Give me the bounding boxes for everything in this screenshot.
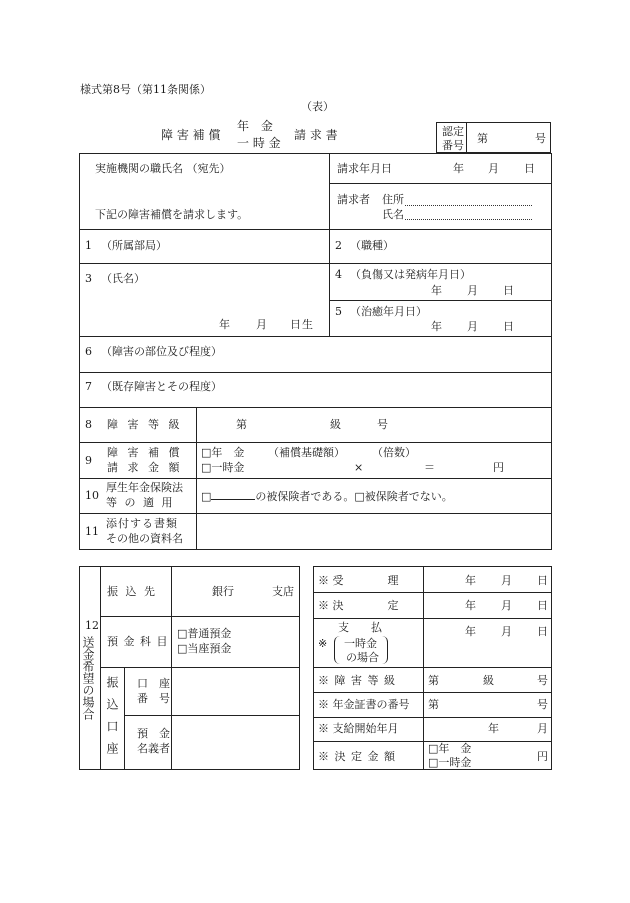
cert-divider — [466, 122, 467, 153]
payment-label: 支 払 — [338, 621, 382, 634]
cert-label-1: 認定 — [442, 125, 464, 138]
addressee-label: 実施機関の職氏名 （宛先） — [95, 162, 231, 175]
injury-day: 日 — [503, 284, 514, 297]
decided-amount-label: ※ 決 定 金 額 — [318, 750, 396, 763]
claimant-name-field[interactable] — [405, 219, 532, 220]
row8-number: 8 — [85, 418, 92, 431]
rule — [79, 229, 552, 230]
request-date-year: 年 — [453, 162, 464, 175]
row5-label: （治癒年月日） — [350, 305, 427, 318]
cert-dai: 第 — [477, 132, 488, 145]
payment-sub-2: の場合 — [346, 651, 379, 664]
decision-year: 年 — [465, 599, 476, 612]
row4-number: 4 — [335, 268, 342, 281]
birth-month: 月 — [256, 318, 267, 331]
receipt-day: 日 — [537, 574, 548, 587]
cure-day: 日 — [503, 320, 514, 333]
rule — [313, 618, 552, 619]
rule — [79, 263, 552, 264]
multiply-sign: × — [354, 461, 364, 474]
title-right: 請 求 書 — [294, 128, 338, 142]
row9-label-1: 障 害 補 償 — [107, 446, 183, 459]
row1-label: （所属部局） — [101, 239, 167, 252]
grade-kyu: 級 — [330, 418, 341, 431]
decision-label: ※ 決 定 — [318, 599, 399, 612]
birth-year: 年 — [219, 318, 230, 331]
payment-year: 年 — [465, 625, 476, 638]
row11-number: 11 — [85, 525, 99, 538]
row1-number: 1 — [85, 239, 92, 252]
row9-number: 9 — [85, 454, 92, 467]
rule — [329, 300, 552, 301]
checkbox-mark: □ — [201, 490, 212, 503]
rule — [79, 407, 552, 408]
row2-label: （職種） — [350, 239, 394, 252]
row6-label: （障害の部位及び程度） — [101, 345, 222, 358]
rule — [423, 566, 424, 770]
birth-suffix: 生 — [302, 318, 313, 331]
rule — [124, 667, 125, 770]
yen-unit: 円 — [493, 461, 504, 474]
payment-start-year: 年 — [488, 722, 499, 735]
rule — [196, 407, 197, 550]
decision-day: 日 — [537, 599, 548, 612]
payee-label: 振 込 先 — [107, 585, 157, 598]
office-grade-dai: 第 — [428, 674, 439, 687]
row8-label: 障 害 等 級 — [107, 418, 183, 431]
row10-number: 10 — [85, 489, 99, 502]
row3-label: （氏名） — [101, 272, 145, 285]
remittance-vertical-label: 送金希望の場合 — [81, 636, 95, 720]
claimant-label: 請求者 — [337, 193, 370, 206]
insured-text: の被保険者である。□被保険者でない。 — [255, 490, 453, 503]
payment-day: 日 — [537, 625, 548, 638]
receipt-label: ※ 受 理 — [318, 574, 399, 587]
multiplier-label: （倍数） — [372, 446, 416, 459]
base-amount-label: （補償基礎額） — [268, 446, 345, 459]
rule — [79, 336, 552, 337]
rule — [171, 566, 172, 770]
pension-cert-dai: 第 — [428, 698, 439, 711]
account-holder-label-2: 名義者 — [137, 742, 170, 755]
cert-go: 号 — [535, 132, 546, 145]
rule — [79, 478, 552, 479]
row12-number: 12 — [85, 619, 99, 632]
row11-label-1: 添付する書類 — [106, 517, 178, 530]
office-grade-go: 号 — [537, 674, 548, 687]
rule — [329, 153, 330, 336]
receipt-month: 月 — [501, 574, 512, 587]
cure-month: 月 — [467, 320, 478, 333]
branch-label: 支店 — [272, 585, 294, 598]
ordinary-deposit-option[interactable]: □普通預金 — [177, 627, 232, 640]
option-ichiji[interactable]: □一時金 — [201, 461, 245, 474]
deposit-type-label: 預 金 科 目 — [107, 635, 169, 648]
request-date-month: 月 — [488, 162, 499, 175]
row6-number: 6 — [85, 345, 92, 358]
injury-year: 年 — [431, 284, 442, 297]
request-date-label: 請求年月日 — [337, 162, 392, 175]
account-vertical-label: 振込口座 — [105, 676, 119, 764]
rule — [79, 513, 552, 514]
rule — [100, 667, 300, 668]
form-number: 様式第8号（第11条関係） — [80, 83, 211, 96]
pension-cert-go: 号 — [537, 698, 548, 711]
grade-dai: 第 — [236, 418, 247, 431]
bank-label: 銀行 — [212, 585, 234, 598]
row11-label-2: その他の資料名 — [106, 532, 183, 545]
payment-month: 月 — [501, 625, 512, 638]
office-use-table — [313, 566, 552, 770]
payment-start-month: 月 — [537, 722, 548, 735]
request-date-day: 日 — [524, 162, 535, 175]
checking-deposit-option[interactable]: □当座預金 — [177, 642, 232, 655]
account-holder-label-1: 預 金 — [137, 727, 170, 740]
address-field[interactable] — [405, 205, 532, 206]
row10-label-1: 厚生年金保険法 — [106, 481, 183, 494]
row7-number: 7 — [85, 380, 92, 393]
rule — [100, 566, 101, 770]
account-number-label-2: 番 号 — [137, 692, 170, 705]
rule — [124, 715, 300, 716]
row5-number: 5 — [335, 305, 342, 318]
insured-checkbox[interactable] — [201, 490, 453, 502]
request-statement: 下記の障害補償を請求します。 — [95, 208, 249, 221]
rule — [329, 183, 552, 184]
amount-yen: 円 — [537, 750, 548, 763]
amount-ichiji-option[interactable]: □一時金 — [428, 756, 472, 769]
option-nenkin[interactable]: □年 金 — [201, 446, 245, 459]
title-nenkin: 年 金 — [237, 119, 277, 133]
amount-nenkin-option[interactable]: □年 金 — [428, 742, 472, 755]
rule — [313, 667, 552, 668]
pension-cert-label: ※ 年金証書の番号 — [318, 698, 410, 711]
office-grade-kyu: 級 — [483, 674, 494, 687]
name-label: 氏名 — [382, 208, 404, 221]
insurance-law-blank[interactable] — [211, 490, 255, 500]
row4-label: （負傷又は発病年月日） — [350, 268, 471, 281]
title-ichiji: 一 時 金 — [237, 136, 281, 150]
form-side-label: （表） — [301, 100, 334, 113]
rule — [100, 616, 300, 617]
decision-month: 月 — [501, 599, 512, 612]
injury-month: 月 — [467, 284, 478, 297]
cure-year: 年 — [431, 320, 442, 333]
cert-label-2: 番号 — [442, 139, 464, 152]
title-left: 障 害 補 償 — [161, 128, 221, 142]
rule — [313, 692, 552, 693]
rule — [313, 717, 552, 718]
rule — [313, 592, 552, 593]
grade-go: 号 — [377, 418, 388, 431]
row7-label: （既存障害とその程度） — [101, 380, 222, 393]
payment-start-label: ※ 支給開始年月 — [318, 722, 399, 735]
rule — [79, 372, 552, 373]
payment-mark: ※ — [318, 637, 328, 650]
row3-number: 3 — [85, 272, 92, 285]
address-label: 住所 — [382, 193, 404, 206]
row9-label-2: 請 求 金 額 — [107, 461, 183, 474]
office-grade-label: ※ 障 害 等 級 — [318, 674, 396, 687]
payment-sub-1: 一時金 — [344, 637, 377, 650]
birth-day: 日 — [290, 318, 301, 331]
row2-number: 2 — [335, 239, 342, 252]
equals-sign: ＝ — [424, 461, 435, 474]
account-number-label-1: 口 座 — [137, 677, 170, 690]
rule — [79, 442, 552, 443]
row10-label-2: 等 の 適 用 — [106, 496, 175, 509]
receipt-year: 年 — [465, 574, 476, 587]
